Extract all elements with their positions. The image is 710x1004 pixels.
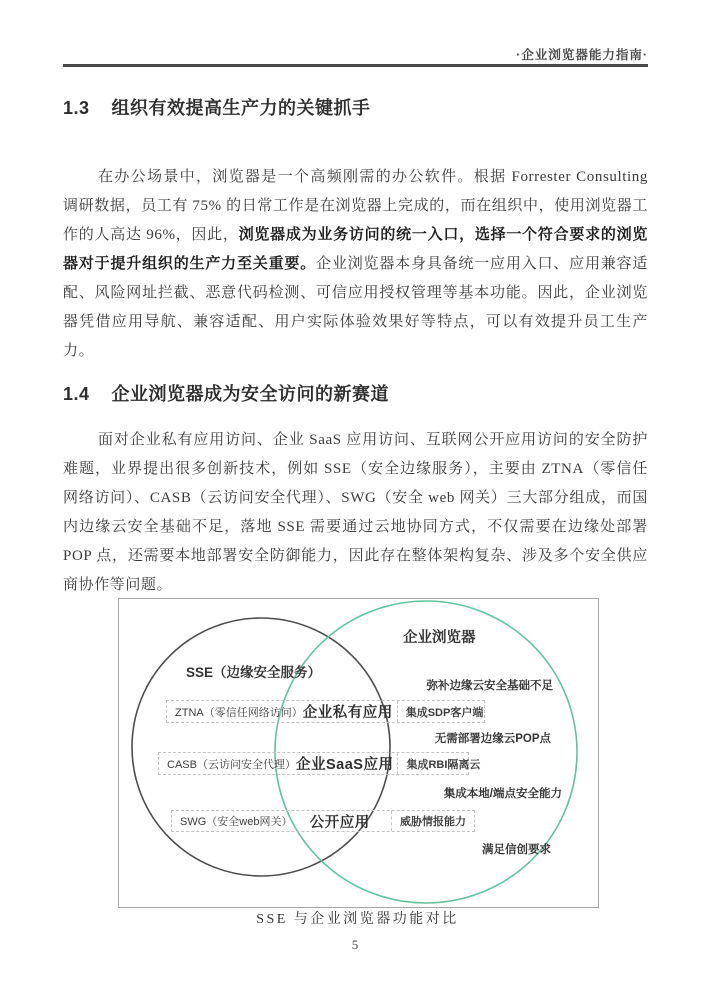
paragraph-productivity [63,163,648,366]
browser-note: 满足信创要求 [482,844,551,856]
page-number: 5 [351,937,359,952]
venn-row-right-label: 集成RBI隔离云 [397,753,480,774]
sse-circle [132,618,390,876]
section-1-3-heading [63,94,371,120]
paragraph-text: 面对企业私有应用访问、企业 SaaS 应用访问、互联网公开应用访问的安全防护难题，业界提出很多创新技术，例如 SSE（安全边缘服务），主要由 ZTNA（零信任网络访问）、CASB（云访问安全代理）、SWG（安全 web 网关）三大部分组成，而国内边缘云安全基础不足，落地 SSE 需要通过云地协同方式，不仅需要在边缘处部署 POP 点，还需要本地部署安全防御能力，因此存在整体架构复杂、涉及多个安全供应商协作等问题。 [63,432,648,593]
section-1-4-number: 1.4 [63,384,90,404]
paragraph-text: 在办公场景中，浏览器是一个高频刚需的办公软件。根据 Forrester Consulting 调研数据，员工有 75% 的日常工作是在浏览器上完成的，而在组织中，使用浏览器工作的人高达 96%，因此， [63,169,648,243]
section-1-4-title: 企业浏览器成为安全访问的新赛道 [111,384,390,404]
section-1-3-number: 1.3 [63,98,90,118]
section-1-4-heading [63,380,389,406]
paragraph-security [63,426,648,600]
venn-row-center-label: 企业SaaS应用 [295,757,394,773]
paragraph-text: 企业浏览器本身具备统一应用入口、应用兼容适配、风险网址拦截、恶意代码检测、可信应用授权管理等基本功能。因此，企业浏览器凭借应用导航、兼容适配、用户实际体验效果好等特点，可以有效提升员工生产力。 [63,256,648,359]
browser-note: 集成本地/端点安全能力 [443,788,562,800]
header-rule [63,64,648,67]
browser-note: 无需部署边缘云POP点 [434,733,551,745]
venn-row-right-label: 集成SDP客户端 [397,701,484,722]
venn-diagram-frame [118,598,599,908]
venn-row-private-app [166,700,485,723]
running-header: ·企业浏览器能力指南· [516,48,648,62]
venn-row-left-label: CASB（云访问安全代理） [167,758,296,771]
venn-row-public-app [171,810,475,832]
venn-row-left-label: ZTNA（零信任网络访问） [175,706,303,719]
section-1-3-title: 组织有效提高生产力的关键抓手 [111,98,371,118]
paragraph-bold-text: 浏览器成为业务访问的统一入口，选择一个符合要求的浏览器对于提升组织的生产力至关重要。 [63,227,649,272]
venn-row-center-label: 公开应用 [309,814,370,831]
sse-circle-label: SSE（边缘安全服务） [186,665,322,680]
venn-row-center-label: 企业私有应用 [302,705,393,721]
browser-note: 弥补边缘云安全基础不足 [426,680,553,692]
venn-row-right-label: 威胁情报能力 [391,811,466,831]
venn-row-left-label: SWG（安全web网关） [180,816,293,828]
browser-circle-label: 企业浏览器 [403,630,476,646]
figure-caption: SSE 与企业浏览器功能对比 [256,912,459,927]
venn-row-saas-app [158,752,481,775]
